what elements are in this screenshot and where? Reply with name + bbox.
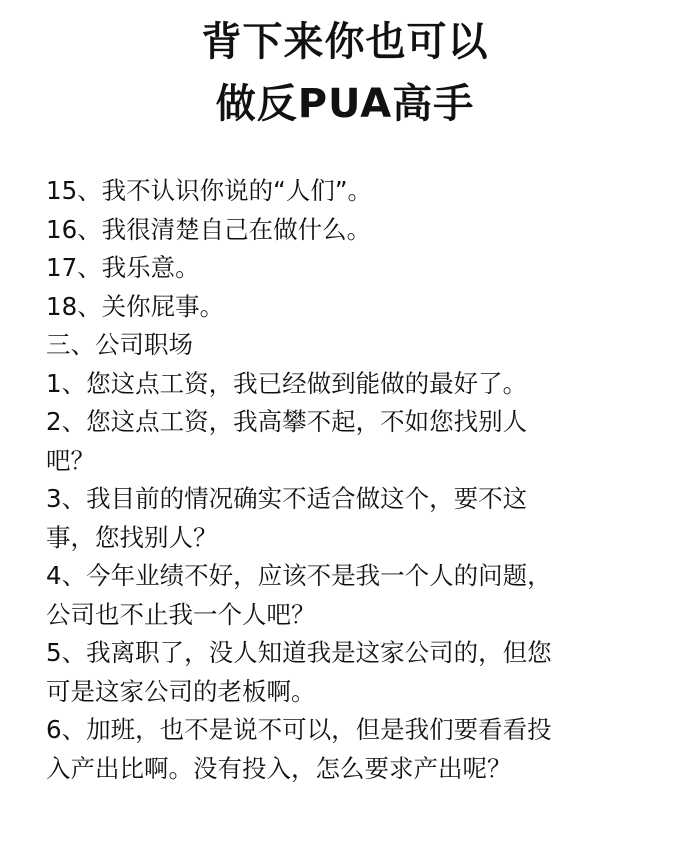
- text-line: 入产出比啊。没有投入，怎么要求产出呢？: [46, 753, 512, 783]
- section-heading: 三、公司职场: [46, 330, 193, 359]
- text-line: 2、您这点工资，我高攀不起，不如您找别人: [46, 407, 528, 436]
- title-line-1: 背下来你也可以: [201, 19, 489, 65]
- text-line: 5、我离职了，没人知道我是这家公司的，但您: [46, 638, 552, 667]
- text-line: 17、我乐意。: [46, 253, 200, 282]
- text-line: 15、我不认识你说的“人们”。: [46, 176, 373, 205]
- text-line: 1、您这点工资，我已经做到能做的最好了。: [46, 368, 528, 398]
- text-line: 6、加班，也不是说不可以，但是我们要看看投: [46, 715, 552, 744]
- text-line: 公司也不止我一个人吧？: [46, 599, 316, 629]
- text-line: 4、今年业绩不好，应该不是我一个人的问题，: [46, 561, 552, 590]
- text-line: 18、关你屁事。: [46, 291, 225, 321]
- text-line: 可是这家公司的老板啊。: [46, 676, 316, 706]
- text-line: 事，您找别人？: [46, 522, 218, 552]
- text-line: 16、我很清楚自己在做什么。: [46, 214, 372, 244]
- text-body: [46, 172, 666, 788]
- title-line-2: 做反PUA高手: [215, 81, 475, 127]
- text-line: 吧？: [46, 445, 95, 475]
- text-line: 3、我目前的情况确实不适合做这个，要不这: [46, 484, 528, 513]
